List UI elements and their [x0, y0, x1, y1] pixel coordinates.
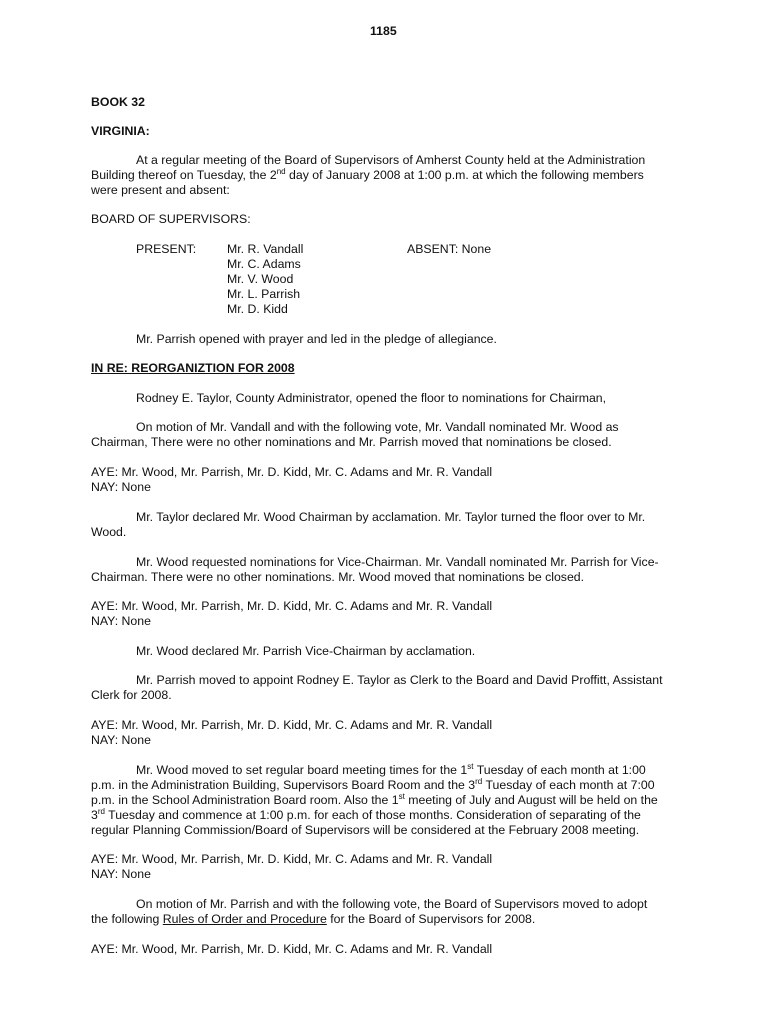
book-label: BOOK 32: [91, 95, 145, 109]
vote-aye: AYE: Mr. Wood, Mr. Parrish, Mr. D. Kidd, Mr. C. Adams and Mr. R. Vandall: [91, 942, 493, 956]
member-item: Mr. L. Parrish: [227, 287, 301, 301]
vote-aye: AYE: Mr. Wood, Mr. Parrish, Mr. D. Kidd, Mr. C. Adams and Mr. R. Vandall: [91, 852, 493, 866]
intro-line-3: were present and absent:: [91, 183, 230, 197]
page-number: 1185: [370, 24, 397, 38]
paragraph-8-line-1: On motion of Mr. Parrish and with the following vote, the Board of Supervisors moved to adopt: [136, 897, 648, 911]
paragraph-7-line-4: 3rd Tuesday and commence at 1:00 p.m. for each of those months. Consideration of separating of the: [91, 806, 641, 822]
present-label: PRESENT:: [136, 242, 197, 256]
vote-aye: AYE: Mr. Wood, Mr. Parrish, Mr. D. Kidd, Mr. C. Adams and Mr. R. Vandall: [91, 465, 493, 479]
paragraph-4-line-2: Chairman. There were no other nominations. Mr. Wood moved that nominations be closed.: [91, 570, 585, 584]
member-item: Mr. V. Wood: [227, 272, 294, 286]
absent-label: ABSENT: None: [407, 242, 492, 256]
paragraph-7-line-3: p.m. in the School Administration Board room. Also the 1st meeting of July and August will be held on the: [91, 791, 658, 807]
member-item: Mr. R. Vandall: [227, 242, 304, 256]
paragraph-2-line-1: On motion of Mr. Vandall and with the following vote, Mr. Vandall nominated Mr. Wood as: [136, 420, 619, 434]
paragraph-8-line-2: the following Rules of Order and Procedure for the Board of Supervisors for 2008.: [91, 912, 536, 926]
paragraph-1: Rodney E. Taylor, County Administrator, opened the floor to nominations for Chairman,: [136, 391, 607, 405]
paragraph-5: Mr. Wood declared Mr. Parrish Vice-Chairman by acclamation.: [136, 644, 476, 658]
vote-nay: NAY: None: [91, 614, 151, 628]
board-heading: BOARD OF SUPERVISORS:: [91, 212, 251, 226]
paragraph-7-line-2: p.m. in the Administration Building, Supervisors Board Room and the 3rd Tuesday of each month at 7:00: [91, 776, 655, 792]
paragraph-3-line-1: Mr. Taylor declared Mr. Wood Chairman by acclamation. Mr. Taylor turned the floor over to Mr.: [136, 510, 646, 524]
vote-nay: NAY: None: [91, 480, 151, 494]
vote-aye: AYE: Mr. Wood, Mr. Parrish, Mr. D. Kidd, Mr. C. Adams and Mr. R. Vandall: [91, 718, 493, 732]
paragraph-7-line-1: Mr. Wood moved to set regular board meeting times for the 1st Tuesday of each month at 1:00: [136, 761, 646, 777]
member-item: Mr. C. Adams: [227, 257, 301, 271]
intro-line-1: At a regular meeting of the Board of Supervisors of Amherst County held at the Administration: [136, 153, 646, 167]
intro-line-2: Building thereof on Tuesday, the 2nd day of January 2008 at 1:00 p.m. at which the following members: [91, 166, 644, 182]
vote-aye: AYE: Mr. Wood, Mr. Parrish, Mr. D. Kidd, Mr. C. Adams and Mr. R. Vandall: [91, 599, 493, 613]
paragraph-6-line-1: Mr. Parrish moved to appoint Rodney E. Taylor as Clerk to the Board and David Proffitt, Assistant: [136, 673, 663, 687]
paragraph-3-line-2: Wood.: [91, 525, 127, 539]
rules-of-order-title: Rules of Order and Procedure: [162, 912, 327, 926]
paragraph-6-line-2: Clerk for 2008.: [91, 688, 172, 702]
vote-nay: NAY: None: [91, 867, 151, 881]
section-heading: IN RE: REORGANIZTION FOR 2008: [91, 361, 295, 375]
prayer-text: Mr. Parrish opened with prayer and led in the pledge of allegiance.: [136, 332, 497, 346]
state-label: VIRGINIA:: [91, 124, 150, 138]
member-item: Mr. D. Kidd: [227, 302, 288, 316]
paragraph-2-line-2: Chairman, There were no other nominations and Mr. Parrish moved that nominations be closed.: [91, 435, 612, 449]
paragraph-7-line-5: regular Planning Commission/Board of Supervisors will be considered at the February 2008 meeting.: [91, 823, 640, 837]
vote-nay: NAY: None: [91, 733, 151, 747]
paragraph-4-line-1: Mr. Wood requested nominations for Vice-Chairman. Mr. Vandall nominated Mr. Parrish for Vice-: [136, 555, 659, 569]
